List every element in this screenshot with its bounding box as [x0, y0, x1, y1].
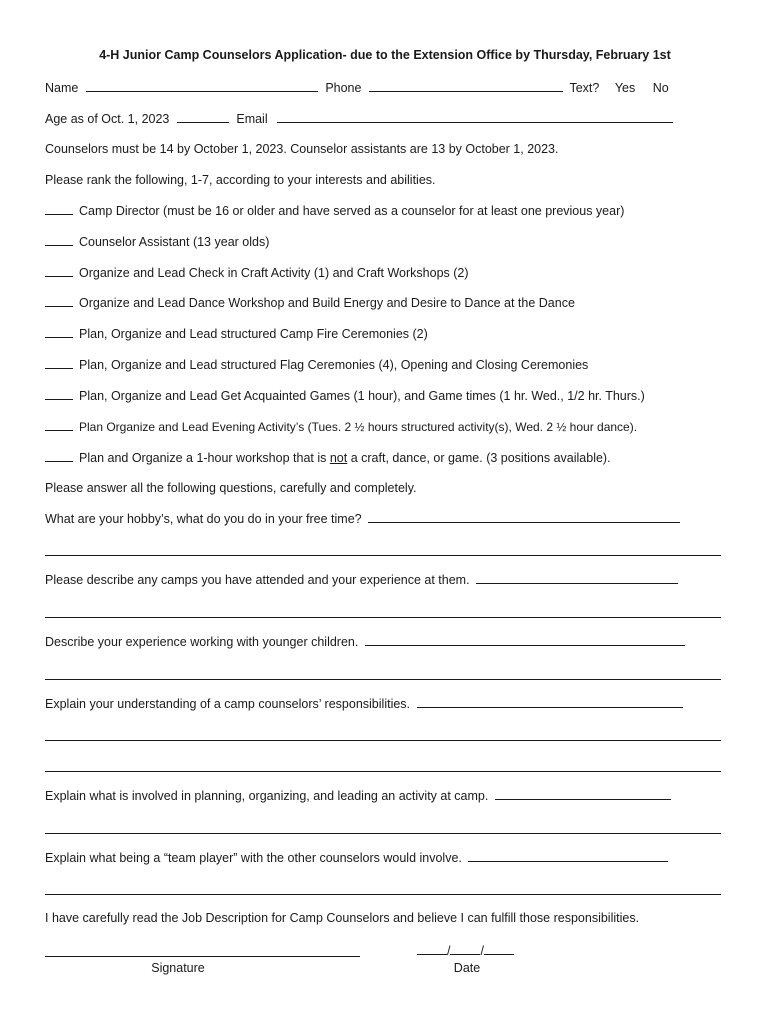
answer-field[interactable]	[365, 632, 685, 646]
question-label: What are your hobby’s, what do you do in your free time?	[45, 512, 362, 526]
rank-item-label-start: Plan and Organize a 1-hour workshop that is	[79, 451, 330, 465]
rank-item-label-end: a craft, dance, or game. (3 positions available).	[347, 451, 611, 465]
question-team-player	[45, 848, 668, 866]
eligibility-note: Counselors must be 14 by October 1, 2023. Counselor assistants are 13 by October 1, 2023.	[45, 142, 559, 156]
rank-item-emphasis: not	[329, 451, 348, 465]
rank-item-label: Organize and Lead Dance Workshop and Build Energy and Desire to Dance at the Dance	[79, 296, 575, 310]
phone-field[interactable]	[369, 78, 563, 92]
rank-item	[45, 232, 269, 250]
rank-item-label: Plan, Organize and Lead Get Acquainted Games (1 hour), and Game times (1 hr. Wed., 1/2 hr. Thurs.)	[79, 389, 645, 403]
rank-item-label: Organize and Lead Check in Craft Activity (1) and Craft Workshops (2)	[79, 266, 469, 280]
question-responsibilities	[45, 694, 683, 712]
age-label: Age as of Oct. 1, 2023	[45, 112, 170, 126]
questions-instruction: Please answer all the following questions, carefully and completely.	[45, 481, 417, 495]
rank-field[interactable]	[45, 201, 73, 215]
rank-field[interactable]	[45, 355, 73, 369]
rank-instruction: Please rank the following, 1-7, according to your interests and abilities.	[45, 173, 436, 187]
date-field[interactable]	[417, 941, 514, 959]
rank-field[interactable]	[45, 386, 73, 400]
rank-item	[45, 448, 611, 466]
answer-field[interactable]	[468, 848, 668, 862]
answer-field[interactable]	[417, 694, 683, 708]
date-slash: /	[447, 944, 451, 958]
rank-item	[45, 324, 428, 342]
rank-item-label: Plan, Organize and Lead structured Camp Fire Ceremonies (2)	[79, 327, 428, 341]
question-planning	[45, 786, 671, 804]
email-label: Email	[236, 112, 268, 126]
rank-item	[45, 293, 575, 311]
question-label: Explain what is involved in planning, organizing, and leading an activity at camp.	[45, 789, 489, 803]
date-month-field[interactable]	[417, 941, 447, 955]
age-field[interactable]	[177, 109, 229, 123]
declaration: I have carefully read the Job Description for Camp Counselors and believe I can fulfill those responsibilities.	[45, 911, 640, 925]
rank-field[interactable]	[45, 448, 73, 462]
rank-item-label: Camp Director (must be 16 or older and have served as a counselor for at least one previous year)	[79, 204, 625, 218]
question-label: Explain what being a “team player” with the other counselors would involve.	[45, 851, 462, 865]
name-label: Name	[45, 81, 79, 95]
rank-field[interactable]	[45, 263, 73, 277]
text-no-option[interactable]: No	[652, 81, 669, 95]
phone-label: Phone	[325, 81, 362, 95]
rank-item	[45, 201, 624, 219]
answer-line[interactable]	[45, 740, 721, 741]
answer-line[interactable]	[45, 679, 721, 680]
rank-field[interactable]	[45, 232, 73, 246]
answer-field[interactable]	[476, 570, 678, 584]
contact-row	[45, 78, 669, 96]
rank-item-label: Plan, Organize and Lead structured Flag Ceremonies (4), Opening and Closing Ceremonies	[79, 358, 589, 372]
text-question-label: Text?	[569, 81, 600, 95]
signature-line[interactable]	[45, 956, 360, 957]
answer-line[interactable]	[45, 833, 721, 834]
rank-item-label: Plan Organize and Lead Evening Activity’s (Tues. 2 ½ hours structured activity(s), Wed. 2 ½ hour dance).	[79, 420, 638, 434]
text-yes-option[interactable]: Yes	[614, 81, 636, 95]
rank-item-label: Counselor Assistant (13 year olds)	[79, 235, 270, 249]
signature-label: Signature	[151, 961, 205, 975]
rank-field[interactable]	[45, 324, 73, 338]
question-children	[45, 632, 685, 650]
answer-line[interactable]	[45, 617, 721, 618]
date-slash: /	[480, 944, 484, 958]
email-field[interactable]	[277, 109, 673, 123]
date-day-field[interactable]	[450, 941, 480, 955]
answer-line[interactable]	[45, 771, 721, 772]
form-title: 4-H Junior Camp Counselors Application- due to the Extension Office by Thursday, February 1st	[99, 48, 671, 62]
answer-line[interactable]	[45, 894, 721, 895]
rank-item	[45, 263, 469, 281]
rank-item	[45, 355, 588, 373]
question-label: Please describe any camps you have attended and your experience at them.	[45, 573, 470, 587]
question-camps	[45, 570, 678, 588]
rank-item	[45, 386, 645, 404]
date-label: Date	[453, 961, 481, 975]
age-email-row	[45, 109, 673, 127]
question-hobbies	[45, 509, 680, 527]
rank-field[interactable]	[45, 293, 73, 307]
date-year-field[interactable]	[484, 941, 514, 955]
name-field[interactable]	[86, 78, 318, 92]
rank-field[interactable]	[45, 417, 73, 431]
answer-line[interactable]	[45, 555, 721, 556]
question-label: Explain your understanding of a camp counselors’ responsibilities.	[45, 697, 411, 711]
answer-field[interactable]	[495, 786, 671, 800]
rank-item	[45, 417, 637, 435]
answer-field[interactable]	[368, 509, 680, 523]
question-label: Describe your experience working with younger children.	[45, 635, 359, 649]
